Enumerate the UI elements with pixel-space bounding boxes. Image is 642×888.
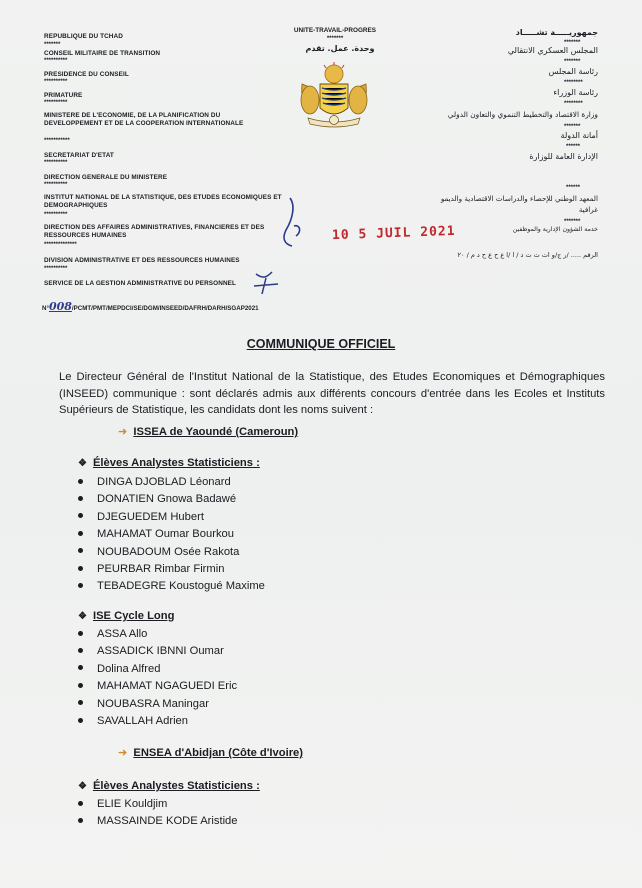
stars-separator: ********** [44,212,68,218]
page-title: COMMUNIQUE OFFICIEL [246,337,396,351]
stars-separator: ****** [566,144,581,150]
list-item: ELIE Kouldjim [78,796,238,813]
header-right-line: وزارة الاقتصاد والتخطيط التنموي والتعاون الدولي [447,110,598,119]
header-left-line: PRIMATURE [44,92,83,99]
intro-paragraph: Le Directeur Général de l'Institut National de la Statistique, des Etudes Economiques et Démographiques (INSEED) communique : sont déclarés admis aux différents concours d'entrée dans les Ecoles et Instituts Supérieurs de Statistique, les candidats dont les noms suivent : [59,371,605,416]
stars-separator: *********** [44,138,70,144]
group-heading: ❖ Élèves Analystes Statisticiens : [78,457,260,469]
list-item: DINGA DJOBLAD Léonard [78,474,265,491]
stars-separator: ********** [44,58,68,64]
signature-mark [272,196,312,252]
header-left-line: INSTITUT NATIONAL DE LA STATISTIQUE, DES ETUDES ECONOMIQUES ET DEMOGRAPHIQUES [44,194,282,209]
school-heading: ➜ ENSEA d'Abidjan (Côte d'Ivoire) [118,747,303,759]
candidate-list [78,474,265,596]
header-left-line: REPUBLIQUE DU TCHAD [44,33,123,40]
stars-separator: ******* [44,42,61,48]
header-left-line: DIRECTION GENERALE DU MINISTERE [44,174,168,181]
list-item: PEURBAR Rimbar Firmin [78,561,265,578]
list-item: MAHAMAT Oumar Bourkou [78,526,265,543]
group-heading: ❖ Élèves Analystes Statisticiens : [78,780,260,792]
header-left-line: SERVICE DE LA GESTION ADMINISTRATIVE DU PERSONNEL [44,280,237,287]
header-left-line: MINISTERE DE L'ECONOMIE, DE LA PLANIFICATION DU DEVELOPPEMENT ET DE LA COOPERATION INTERNATIONALE [44,112,244,127]
stars-separator: ********** [44,266,68,272]
stars-separator: ******* [564,219,581,225]
header-left-line: PRESIDENCE DU CONSEIL [44,71,129,78]
stars-separator: ****** [566,185,581,191]
header-right-line: رئاسة المجلس [548,67,598,76]
header-left-line: DIRECTION DES AFFAIRES ADMINISTRATIVES, FINANCIERES ET DES RESSOURCES HUMAINES [44,224,265,239]
list-item: MASSAINDE KODE Aristide [78,813,238,830]
header-left-line: DIVISION ADMINISTRATIVE ET DES RESSOURCES HUMAINES [44,257,240,264]
arrow-bullet-icon: ➜ [118,426,128,438]
diamond-bullet-icon: ❖ [78,781,87,792]
stars-separator: ********** [44,100,68,106]
stars-separator: ******* [564,40,581,46]
header-right-line: الإدارة العامة للوزارة [529,152,598,161]
reference-arabic: الرقم ..... /ر ج/و ات ت ت د / ا /ا ع ح ع ح د م / ۲۰ [457,251,598,259]
stars-separator: ********** [44,182,68,188]
school-heading: ➜ ISSEA de Yaoundé (Cameroun) [118,426,299,438]
list-item: DONATIEN Gnowa Badawé [78,491,265,508]
initials-mark [250,270,286,298]
header-right-line: المجلس العسكري الانتقالي [507,46,598,55]
list-item: ASSADICK IBNNI Oumar [78,643,237,660]
list-item: SAVALLAH Adrien [78,713,237,730]
candidate-list [78,796,238,831]
header-right-line: المعهد الوطني للإحصاء والدراسات الاقتصادية والديمو غرافية [440,194,598,214]
stars-separator: ******* [326,36,344,42]
coat-of-arms-emblem [296,62,372,132]
candidate-list [78,626,237,730]
date-stamp: 10 5 JUIL 2021 [331,223,456,244]
list-item: NOUBADOUM Osée Rakota [78,544,265,561]
header-left-line: CONSEIL MILITAIRE DE TRANSITION [44,50,161,57]
header-right-line: جمهوريـــــة تشـــــاد [515,28,598,37]
group-heading: ❖ ISE Cycle Long [78,610,175,622]
reference-number [42,300,259,313]
arrow-bullet-icon: ➜ [118,747,128,759]
list-item: DJEGUEDEM Hubert [78,509,265,526]
list-item: MAHAMAT NGAGUEDI Eric [78,678,237,695]
list-item: TEBADEGRE Koustogué Maxime [78,578,265,595]
stars-separator: ******** [564,101,583,107]
reference-path: /PCMT/PMT/MEPDCI/SE/DGM/INSEED/DAFRH/DARH/SGAP2021 [71,305,259,312]
reference-handwritten-number: 008 [48,300,72,313]
stars-separator: ********** [44,160,68,166]
list-item: ASSA Allo [78,626,237,643]
header-right-line: خدمة الشؤون الإدارية والموظفين [512,226,598,233]
stars-separator: ******** [564,80,583,86]
diamond-bullet-icon: ❖ [78,611,87,622]
stars-separator: ********** [44,79,68,85]
header-right-line: أمانة الدولة [560,131,598,140]
stars-separator: ************** [44,242,77,248]
header-right-line: رئاسة الوزراء [553,88,598,97]
motto-french: UNITE-TRAVAIL-PROGRES [293,27,377,34]
diamond-bullet-icon: ❖ [78,458,87,469]
reference-prefix: N° [42,305,49,312]
stars-separator: ******* [564,59,581,65]
list-item: Dolina Alfred [78,661,237,678]
stars-separator: ******* [564,124,581,130]
motto-arabic: وحدة. عمل. تقدم [305,44,375,53]
list-item: NOUBASRA Maningar [78,696,237,713]
header-left-line: SECRETARIAT D'ETAT [44,152,114,159]
